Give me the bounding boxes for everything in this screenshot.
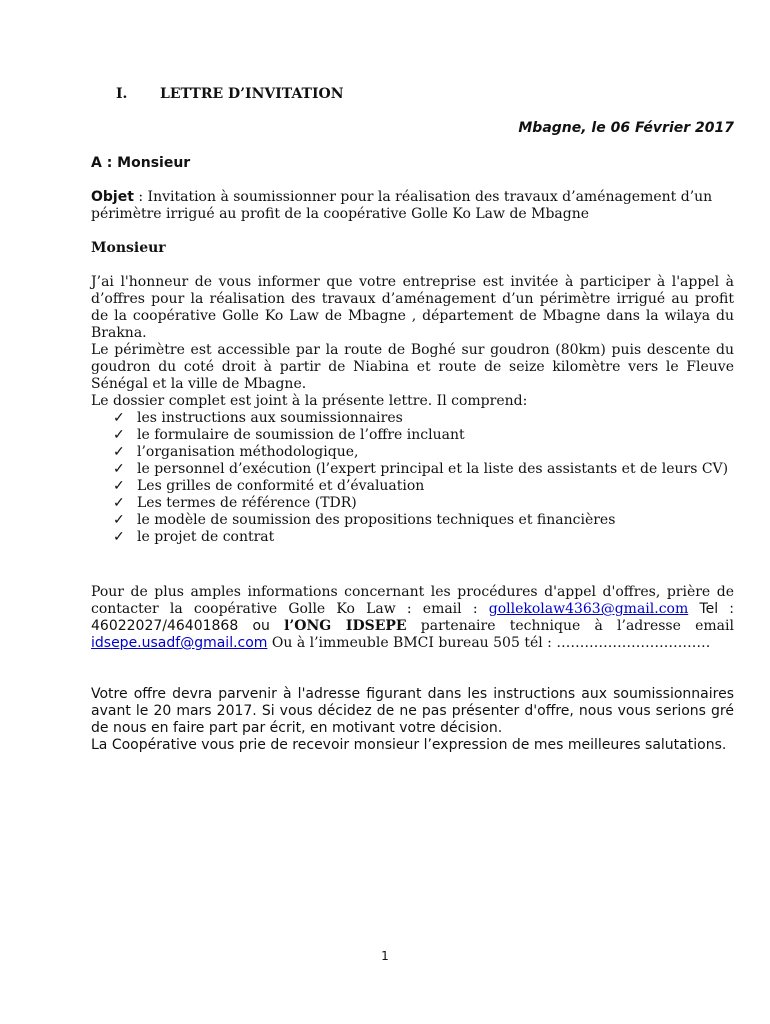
section-title: LETTRE D’INVITATION (160, 86, 344, 102)
section-heading (116, 86, 344, 102)
letter-date: Mbagne, le 06 Février 2017 (518, 120, 734, 136)
list-item-text: le modèle de soumission des propositions techniques et financières (137, 512, 616, 528)
list-item-text: les instructions aux soumissionnaires (137, 410, 403, 426)
contact-info (91, 584, 734, 652)
page-number: 1 (381, 949, 389, 963)
letter-object (91, 189, 731, 223)
ong-name: l’ONG IDSEPE (284, 618, 407, 634)
contact-phone: Tel : 46022027/46401868 ou (91, 601, 735, 634)
object-text: : Invitation à soumissionner pour la réalisation des travaux d’aménagement d’un périmètre irrigué au profit de la coopérative Golle Ko Law de Mbagne (91, 189, 713, 222)
checkmark-icon: ✓ (113, 529, 125, 545)
list-item (113, 512, 734, 529)
list-item-text: Les grilles de conformité et d’évaluation (137, 478, 425, 494)
contact-address: Ou à l’immeuble BMCI bureau 505 tél : …………………………… (267, 635, 711, 651)
list-item (113, 529, 734, 546)
object-label: Objet (91, 189, 134, 205)
list-item-text: Les termes de référence (TDR) (137, 495, 357, 511)
list-item-text: le formulaire de soumission de l’offre incluant (137, 427, 465, 443)
letter-body (91, 274, 734, 546)
document-list (91, 410, 734, 546)
body-paragraph-2: Le périmètre est accessible par la route de Boghé sur goudron (80km) puis descente du goudron du coté droit à partir de Niabina et route de seize kilomètre vers le Fleuve Sénégal et la ville de Mbagne. (91, 342, 734, 392)
salutation: Monsieur (91, 240, 166, 256)
closing-paragraph-2: La Coopérative vous prie de recevoir monsieur l’expression de mes meilleures salutations. (91, 737, 727, 753)
cooperative-email-link[interactable]: gollekolaw4363@gmail.com (488, 601, 689, 617)
list-item-text: l’organisation méthodologique, (137, 444, 359, 460)
checkmark-icon: ✓ (113, 427, 125, 443)
checkmark-icon: ✓ (113, 410, 125, 426)
list-item (113, 495, 734, 512)
ong-email-link[interactable]: idsepe.usadf@gmail.com (91, 635, 268, 651)
addressee: A : Monsieur (91, 155, 191, 171)
list-item (113, 478, 734, 495)
body-paragraph-3: Le dossier complet est joint à la présente lettre. Il comprend: (91, 393, 528, 409)
checkmark-icon: ✓ (113, 478, 125, 494)
list-item-text: le projet de contrat (137, 529, 275, 545)
checkmark-icon: ✓ (113, 512, 125, 528)
closing-section (91, 686, 734, 754)
contact-intro: Pour de plus amples informations concernant les procédures d'appel d'offres, prière de contacter la coopérative Golle Ko Law : email : (91, 584, 734, 617)
partner-text: partenaire technique à l’adresse email (406, 618, 734, 634)
list-item (113, 444, 734, 461)
body-paragraph-1: J’ai l'honneur de vous informer que votre entreprise est invitée à participer à l'appel à d’offres pour la réalisation des travaux d’aménagement d’un périmètre irrigué au profit de la coopérative Golle Ko Law de Mbagne , département de Mbagne dans la wilaya du Brakna. (91, 274, 734, 341)
checkmark-icon: ✓ (113, 495, 125, 511)
closing-paragraph-1: Votre offre devra parvenir à l'adresse figurant dans les instructions aux soumissionnaires avant le 20 mars 2017. Si vous décidez de ne pas présenter d'offre, nous vous serions gré de nous en faire part par écrit, en motivant votre décision. (91, 686, 734, 736)
list-item (113, 461, 734, 478)
list-item (113, 427, 734, 444)
list-item-text: le personnel d’exécution (l’expert principal et la liste des assistants et de leurs CV) (137, 461, 729, 477)
checkmark-icon: ✓ (113, 444, 125, 460)
contact-paragraph (91, 584, 734, 652)
checkmark-icon: ✓ (113, 461, 125, 477)
list-item (113, 410, 734, 427)
section-number: I. (116, 86, 128, 102)
